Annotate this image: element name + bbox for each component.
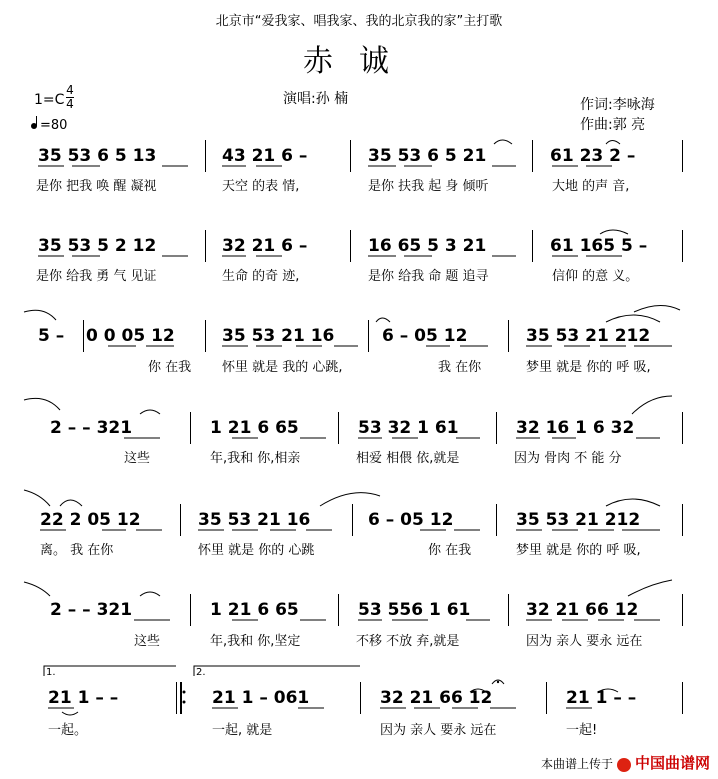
measure-notes: 21 1 – – [48, 688, 119, 708]
measure-notes: 61 165 5 – [550, 236, 648, 256]
measure-notes: 35 53 21 16 [222, 326, 335, 346]
repeat-barline [180, 682, 182, 714]
barline [83, 320, 84, 352]
measure-lyrics: 因为 亲人 要永 远在 [380, 723, 497, 738]
measure-lyrics: 是你 给我 命 题 追寻 [368, 269, 489, 284]
singer-credit: 演唱:孙 楠 [283, 91, 349, 107]
measure-notes: 53 556 1 61 [358, 600, 471, 620]
site-logo-icon [617, 758, 631, 772]
measure-notes: 5 – [38, 326, 65, 346]
barline [190, 594, 191, 626]
measure-notes: 21 1 – – [566, 688, 637, 708]
measure-lyrics: 是你 扶我 起 身 倾听 [368, 179, 489, 194]
barline [205, 230, 206, 262]
measure-lyrics: 梦里 就是 你的 呼 吸, [526, 360, 651, 375]
measure-lyrics: 信仰 的意 义。 [552, 269, 639, 284]
measure-notes: 35 53 21 16 [198, 510, 311, 530]
quarter-note-icon [31, 123, 37, 129]
measure-notes: 35 53 21 212 [526, 326, 651, 346]
measure-notes: 35 53 6 5 13 [38, 146, 157, 166]
measure-notes: 1 21 6 65 [210, 600, 299, 620]
measure-lyrics: 这些 [134, 634, 161, 649]
footer-credit [541, 752, 710, 773]
barline [496, 504, 497, 536]
barline [682, 504, 683, 536]
measure-lyrics: 不移 不放 弃,就是 [356, 634, 460, 649]
barline [682, 412, 683, 444]
measure-lyrics: 离。 我 在你 [40, 543, 114, 558]
measure-notes: 53 32 1 61 [358, 418, 459, 438]
barline [176, 682, 177, 714]
measure-lyrics: 一起, 就是 [212, 723, 273, 738]
barline [508, 594, 509, 626]
measure-lyrics: 天空 的表 情, [222, 179, 300, 194]
barline [532, 140, 533, 172]
measure-lyrics: 生命 的奇 迹, [222, 269, 300, 284]
time-signature-top: 4 [66, 83, 74, 97]
measure-lyrics: 因为 亲人 要永 远在 [526, 634, 643, 649]
volta-second-label: 2. [196, 667, 206, 678]
tempo-value: =80 [40, 118, 68, 133]
key-signature: 1=C [34, 92, 65, 108]
measure-notes: 61 23 2 – [550, 146, 636, 166]
barline [682, 230, 683, 262]
measure-notes: 2 – – 321 [50, 600, 133, 620]
barline [180, 504, 181, 536]
measure-notes: 21 1 – 061 [212, 688, 310, 708]
barline [682, 594, 683, 626]
measure-notes: 32 16 1 6 32 [516, 418, 635, 438]
measure-lyrics: 是你 把我 唤 醒 凝视 [36, 179, 157, 194]
measure-lyrics: 年,我和 你,相亲 [210, 451, 301, 466]
measure-notes: 0 0 05 12 [86, 326, 175, 346]
measure-lyrics: 梦里 就是 你的 呼 吸, [516, 543, 641, 558]
barline [682, 682, 683, 714]
barline [338, 412, 339, 444]
measure-notes: 32 21 6 – [222, 236, 308, 256]
measure-lyrics: 这些 [124, 451, 151, 466]
measure-lyrics: 一起。 [48, 723, 88, 738]
measure-notes: 43 21 6 – [222, 146, 308, 166]
measure-lyrics: 你 在我 [148, 360, 192, 375]
measure-notes: 6 – 05 12 [368, 510, 454, 530]
measure-notes: 32 21 66 12 [526, 600, 639, 620]
footer-text: 本曲谱上传于 [540, 757, 613, 771]
barline [190, 412, 191, 444]
measure-lyrics: 因为 骨肉 不 能 分 [514, 451, 622, 466]
measure-notes: 2 – – 321 [50, 418, 133, 438]
barline [350, 230, 351, 262]
barline [368, 320, 369, 352]
measure-notes: 22 2 05 12 [40, 510, 141, 530]
barline [360, 682, 361, 714]
barline [338, 594, 339, 626]
volta-first-label: 1. [46, 667, 56, 678]
measure-lyrics: 怀里 就是 你的 心跳 [198, 543, 315, 558]
barline [546, 682, 547, 714]
measure-lyrics: 年,我和 你,坚定 [210, 634, 301, 649]
measure-lyrics: 一起! [566, 723, 598, 738]
barline [496, 412, 497, 444]
measure-notes: 16 65 5 3 21 [368, 236, 487, 256]
composer-credit: 作曲:郭 亮 [580, 117, 646, 133]
measure-lyrics: 怀里 就是 我的 心跳, [222, 360, 343, 375]
measure-lyrics: 你 在我 [428, 543, 472, 558]
barline [350, 140, 351, 172]
barline [508, 320, 509, 352]
footer-logo-text: 中国曲谱网 [634, 754, 710, 772]
tempo-marking [31, 118, 67, 133]
measure-lyrics: 是你 给我 勇 气 见证 [36, 269, 157, 284]
measure-notes: 35 53 21 212 [516, 510, 641, 530]
barline [352, 504, 353, 536]
time-signature [66, 84, 74, 111]
measure-notes: 35 53 5 2 12 [38, 236, 157, 256]
measure-notes: 6 – 05 12 [382, 326, 468, 346]
measure-lyrics: 大地 的声 音, [552, 179, 630, 194]
measure-lyrics: 相爱 相偎 依,就是 [356, 451, 460, 466]
time-signature-bottom: 4 [66, 97, 74, 111]
barline [205, 320, 206, 352]
measure-notes: 32 21 66 12 [380, 688, 493, 708]
measure-notes: 35 53 6 5 21 [368, 146, 487, 166]
barline [682, 140, 683, 172]
barline [205, 140, 206, 172]
song-subtitle: 北京市“爱我家、唱我家、我的北京我的家”主打歌 [215, 14, 503, 29]
song-title: 赤诚 [303, 44, 415, 79]
measure-lyrics: 我 在你 [438, 360, 482, 375]
barline [532, 230, 533, 262]
measure-notes: 1 21 6 65 [210, 418, 299, 438]
lyricist-credit: 作词:李咏海 [580, 97, 655, 113]
